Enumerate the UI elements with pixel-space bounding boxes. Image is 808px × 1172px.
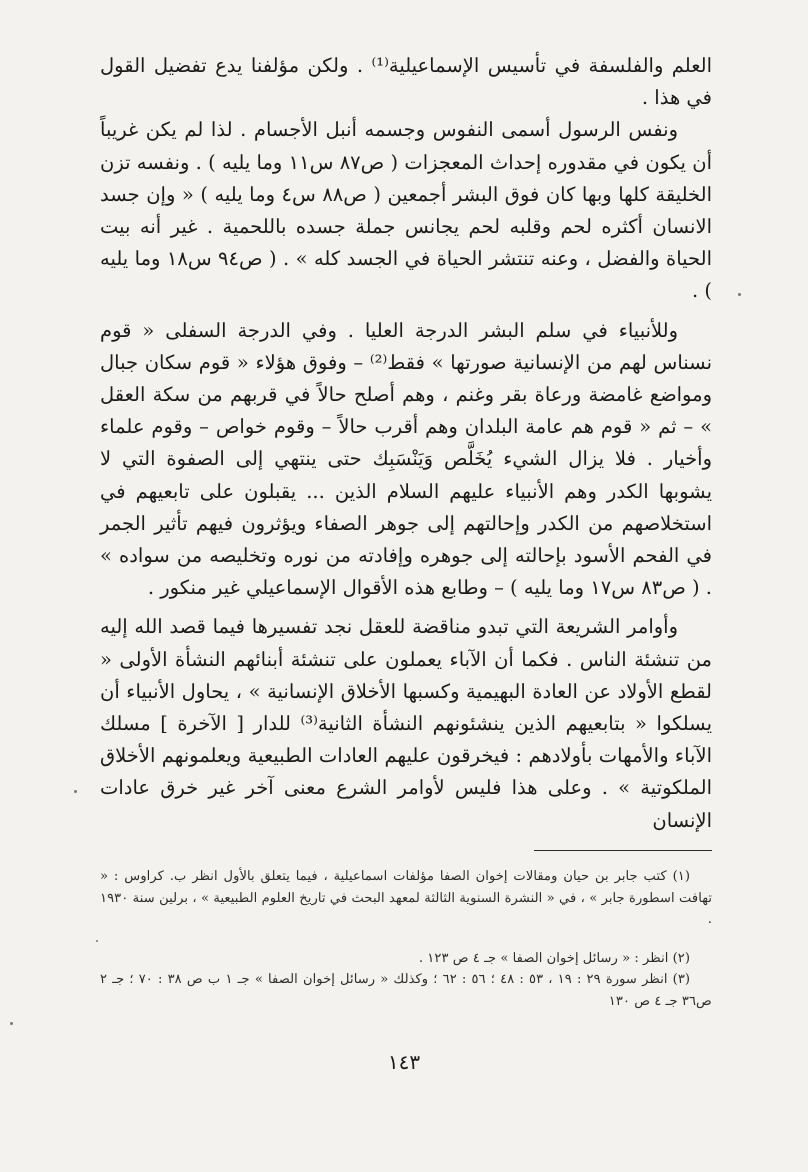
paper-speck — [96, 940, 98, 942]
footnote-2: (٢) انظر : « رسائل إخوان الصفا » جـ ٤ ص ١٢٣ . — [418, 950, 690, 966]
paragraph-prophets-rank: وللأنبياء في سلم البشر الدرجة العليا . وفي الدرجة السفلى « قوم نسناس لهم من الإنسانية صورتها » فقط⁽²⁾ – وفوق هؤلاء « قوم سكان جبال ومواضع غامضة ورعاة بقر وغنم ، وهم أصلح حالاً في قربهم من سكة العقل » – ثم « قوم هم عامة البلدان وهم أقرب حالاً – وقوم خواص – وقوم علماء وأخيار . فلا يزال الشيء يُخَلَّص وَيَنْسَبِك حتى ينتهي إلى الصفوة التي لا يشوبها الكدر وهم الأنبياء عليهم السلام الذين ... يقبلون على تابعيهم في استخلاصهم من الكدر وإحالتهم إلى جوهر الصفاء ويؤثرون فيهم تأثير الجمر في الفحم الأسود بإحالته إلى جوهره وإفادته من نوره وتخليصه من سواده » . ( ص٨٣ س١٧ وما يليه ) – وطابع هذه الأقوال الإسماعيلي غير منكور . — [100, 318, 712, 600]
footnote-3: (٣) انظر سورة ٢٩ : ١٩ ، ٥٣ : ٤٨ ؛ ٥٦ : ٦٢ ؛ وكذلك « رسائل إخوان الصفا » جـ ١ ب ص ٣٨ : ٧٠ ؛ جـ ٢ ص٣٦ جـ ٤ ص ١٣٠ — [100, 972, 712, 1009]
paper-speck — [74, 790, 77, 793]
footnote-separator — [534, 850, 712, 851]
page-number: ١٤٣ — [387, 1050, 421, 1074]
paragraph-continuation: العلم والفلسفة في تأسيس الإسماعيلية⁽¹⁾ . ولكن مؤلفنا يدع تفضيل القول في هذا . — [100, 54, 712, 110]
paper-speck — [10, 1022, 13, 1025]
footnote-1: (١) كتب جابر بن حيان ومقالات إخوان الصفا مؤلفات اسماعيلية ، فيما يتعلق بالأول انظر ب. كراوس : « تهافت اسطورة جابر » ، في « النشرة السنوية الثالثة لمعهد البحث في تاريخ العلوم الطبيعية » ، برلين سنة ١٩٣٠ . — [100, 869, 712, 927]
main-text — [100, 50, 712, 837]
paper-speck — [738, 293, 741, 296]
paragraph-sharia-commands: وأوامر الشريعة التي تبدو مناقضة للعقل نجد تفسيرها فيما قصد الله إليه من تنشئة الناس . فكما أن الآباء يعملون على تنشئة أبنائهم النشأة الأولى « لقطع الأولاد عن العادة البهيمية وكسبها الأخلاق الإنسانية » ، يحاول الأنبياء أن يسلكوا « بتابعيهم الذين ينشئونهم النشأة الثانية⁽³⁾ للدار [ الآخرة ] مسلك الآباء والأمهات بأولادهم : فيخرقون عليهم العادات الطبيعية ويعلمونهم الأخلاق الملكوتية » . وعلى هذا فليس لأوامر الشرع معنى آخر غير خرق عادات الإنسان — [100, 615, 713, 832]
footnotes — [100, 866, 712, 1012]
paragraph-prophet-soul: ونفس الرسول أسمى النفوس وجسمه أنبل الأجسام . لذا لم يكن غريباً أن يكون في مقدوره إحداث المعجزات ( ص٨٧ س١١ وما يليه ) . ونفسه تزن الخليقة كلها وبها كان فوق البشر أجمعين ( ص٨٨ س٤ وما يليه ) « وإن جسد الانسان أكثره لحم وقلبه لحم يجانس جملة جسده باللحمية . غير أنه بيت الحياة والفضل ، وعنه تنتشر الحياة في الجسد كله » . ( ص٩٤ س١٨ وما يليه ) . — [100, 118, 712, 303]
